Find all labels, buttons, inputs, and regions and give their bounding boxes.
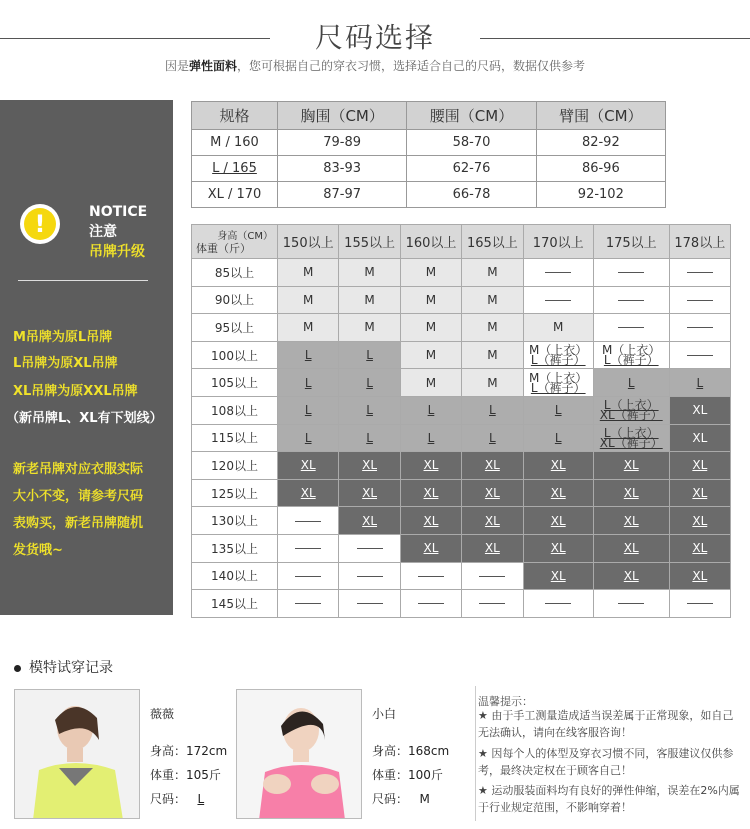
- model-photo-2: [236, 689, 362, 819]
- subtitle-post: ，您可根据自己的穿衣习惯，选择适合自己的尺码，数据仅供参考: [237, 59, 586, 73]
- dash-mark: [295, 548, 321, 549]
- weight-label: 135以上: [192, 534, 278, 562]
- table-row: [192, 130, 666, 156]
- weight-label: 95以上: [192, 314, 278, 342]
- tip-3: ★ 运动服装面料均有良好的弹性伸缩，误差在2%内属于行业规定范围，不影响穿着！: [478, 784, 740, 814]
- dash-mark: [295, 521, 321, 522]
- model-photo-1: [14, 689, 140, 819]
- table-row: [192, 507, 731, 535]
- fit-cell: XL: [278, 479, 339, 507]
- fit-corner-cell: [192, 225, 278, 259]
- split-top: M（上衣）: [529, 343, 588, 358]
- subtitle-pre: 因是: [164, 59, 189, 73]
- weight-label: 85以上: [192, 259, 278, 287]
- fit-cell-empty: [669, 259, 730, 287]
- weight-label: 90以上: [192, 286, 278, 314]
- model-1-name: 薇薇: [150, 707, 175, 721]
- fit-cell: L: [339, 341, 400, 369]
- fit-cell: XL: [523, 479, 593, 507]
- dash-mark: [618, 300, 644, 301]
- weight-label: 130以上: [192, 507, 278, 535]
- height-header: 175以上: [593, 225, 669, 259]
- dash-mark: [687, 272, 713, 273]
- fit-cell: XL: [593, 479, 669, 507]
- warning-icon: !: [24, 208, 56, 240]
- size-table-header: [192, 102, 666, 130]
- table-row: [192, 424, 731, 452]
- size-header-arm: 臂围（CM）: [536, 102, 665, 130]
- size-arm: 86-96: [536, 156, 665, 182]
- dash-mark: [687, 603, 713, 604]
- dash-mark: [418, 576, 444, 577]
- fit-cell: L: [278, 341, 339, 369]
- fit-cell: M: [339, 259, 400, 287]
- dash-mark: [295, 603, 321, 604]
- height-header: 170以上: [523, 225, 593, 259]
- corner-weight-label: 体重（斤）: [196, 242, 251, 255]
- fit-cell-empty: [593, 286, 669, 314]
- fit-cell-empty: [278, 507, 339, 535]
- fit-cell-split: [523, 341, 593, 369]
- fit-cell: XL: [669, 424, 730, 452]
- fit-cell: L: [462, 396, 523, 424]
- weight-label: 140以上: [192, 562, 278, 590]
- table-row: [192, 534, 731, 562]
- fit-cell: XL: [523, 534, 593, 562]
- model-1-size-value: L: [197, 792, 205, 806]
- notice-upgrade: 吊牌升级: [89, 244, 145, 260]
- weight-label: 125以上: [192, 479, 278, 507]
- corner-height-label: 身高（CM）: [217, 231, 273, 242]
- table-row: [192, 156, 666, 182]
- fit-cell-empty: [593, 314, 669, 342]
- model-2-size-label: 尺码：: [372, 792, 409, 806]
- page-title: 尺码选择: [314, 21, 435, 54]
- fit-cell: XL: [462, 507, 523, 535]
- weight-label: 100以上: [192, 341, 278, 369]
- dash-mark: [687, 355, 713, 356]
- fit-cell: XL: [669, 479, 730, 507]
- size-chest: 79-89: [278, 130, 407, 156]
- notice-line-4: （新吊牌L、XL有下划线）: [6, 411, 163, 426]
- fit-cell: XL: [669, 396, 730, 424]
- dash-mark: [479, 603, 505, 604]
- dash-mark: [357, 576, 383, 577]
- dash-mark: [295, 576, 321, 577]
- size-spec: M / 160: [192, 130, 278, 156]
- table-row: [192, 369, 731, 397]
- tip-2: ★ 因每个人的体型及穿衣习惯不同，客服建议仅供参考，最终决定权在于顾客自己！: [478, 747, 734, 777]
- fit-cell: XL: [669, 452, 730, 480]
- size-waist: 66-78: [407, 182, 536, 208]
- height-header: 178以上: [669, 225, 730, 259]
- notice-line-8: 发货哦~: [13, 543, 63, 558]
- fit-cell: L: [462, 424, 523, 452]
- fit-cell-empty: [669, 314, 730, 342]
- fit-cell: L: [339, 396, 400, 424]
- fit-cell: M: [339, 286, 400, 314]
- fit-cell: M: [400, 341, 461, 369]
- subtitle-bold: 弹性面料: [188, 59, 237, 73]
- fit-cell-empty: [669, 286, 730, 314]
- fit-cell: XL: [278, 452, 339, 480]
- fit-cell: M: [339, 314, 400, 342]
- fit-cell: XL: [593, 452, 669, 480]
- size-spec: L / 165: [192, 156, 278, 182]
- table-row: [192, 182, 666, 208]
- fit-cell: L: [523, 396, 593, 424]
- split-bottom: L（裤子）: [530, 353, 586, 368]
- fit-cell: M: [462, 259, 523, 287]
- model-2-figure-icon: [237, 690, 362, 819]
- fit-cell-split: [593, 396, 669, 424]
- fit-cell: L: [669, 369, 730, 397]
- fit-cell: XL: [339, 452, 400, 480]
- notice-divider: [18, 280, 148, 281]
- fit-cell-empty: [278, 562, 339, 590]
- table-row: [192, 396, 731, 424]
- fit-cell: M: [400, 259, 461, 287]
- split-bottom: XL（裤子）: [599, 435, 663, 450]
- model-2-height: 身高：168cm: [372, 744, 450, 758]
- fit-cell: XL: [400, 479, 461, 507]
- fit-cell: XL: [593, 507, 669, 535]
- weight-label: 105以上: [192, 369, 278, 397]
- fit-cell: XL: [462, 452, 523, 480]
- table-row: [192, 314, 731, 342]
- header-divider-left: [0, 38, 270, 39]
- model-2-size: [372, 790, 430, 807]
- fit-cell-empty: [523, 259, 593, 287]
- fit-cell: L: [278, 424, 339, 452]
- size-spec: XL / 170: [192, 182, 278, 208]
- fit-cell: XL: [593, 562, 669, 590]
- model-section-label: 模特试穿记录: [29, 660, 113, 676]
- split-bottom: XL（裤子）: [599, 408, 663, 423]
- fit-cell-empty: [339, 534, 400, 562]
- fit-cell: M: [400, 314, 461, 342]
- bullet-dot-icon: [14, 665, 21, 672]
- size-arm: 92-102: [536, 182, 665, 208]
- fit-cell: XL: [523, 507, 593, 535]
- table-row: [192, 286, 731, 314]
- dash-mark: [687, 327, 713, 328]
- size-header-waist: 腰围（CM）: [407, 102, 536, 130]
- fit-cell-empty: [339, 590, 400, 618]
- fit-cell: XL: [400, 534, 461, 562]
- fit-cell-empty: [523, 590, 593, 618]
- weight-label: 108以上: [192, 396, 278, 424]
- dash-mark: [545, 300, 571, 301]
- fit-cell-empty: [669, 341, 730, 369]
- size-measurement-table: [191, 101, 666, 208]
- model-section-title: [14, 657, 113, 677]
- fit-cell: XL: [593, 534, 669, 562]
- fit-cell: M: [462, 286, 523, 314]
- fit-cell-empty: [462, 562, 523, 590]
- split-bottom: L（裤子）: [603, 353, 659, 368]
- fit-cell: L: [278, 396, 339, 424]
- fit-cell: XL: [462, 479, 523, 507]
- table-row: [192, 341, 731, 369]
- fit-cell: XL: [523, 452, 593, 480]
- dash-mark: [479, 576, 505, 577]
- dash-mark: [357, 548, 383, 549]
- height-header: 155以上: [339, 225, 400, 259]
- tips-title: 温馨提示：: [478, 695, 533, 708]
- split-bottom: L（裤子）: [530, 380, 586, 395]
- notice-line-7: 表购买，新老吊牌随机: [13, 516, 144, 531]
- fit-cell: XL: [339, 479, 400, 507]
- notice-line-1: M吊牌为原L吊牌: [13, 330, 113, 345]
- fit-cell: M: [400, 286, 461, 314]
- weight-label: 145以上: [192, 590, 278, 618]
- split-top: L（上衣）: [603, 398, 659, 413]
- fit-cell: M: [462, 341, 523, 369]
- fit-cell: L: [339, 369, 400, 397]
- fit-cell: XL: [400, 507, 461, 535]
- fit-cell: XL: [400, 452, 461, 480]
- size-waist: 62-76: [407, 156, 536, 182]
- fit-cell-empty: [339, 562, 400, 590]
- size-header-chest: 胸围（CM）: [278, 102, 407, 130]
- table-row: [192, 479, 731, 507]
- notice-line-6: 大小不变，请参考尺码: [13, 489, 144, 504]
- height-header: 160以上: [400, 225, 461, 259]
- table-row: [192, 590, 731, 618]
- model-1-size: [150, 790, 204, 807]
- fit-cell: M: [278, 314, 339, 342]
- fit-cell: XL: [339, 507, 400, 535]
- model-1-weight: 体重：105斤: [150, 768, 221, 782]
- fit-cell: L: [593, 369, 669, 397]
- fit-cell-empty: [593, 259, 669, 287]
- notice-sidebar: [0, 100, 173, 615]
- fit-cell-empty: [278, 534, 339, 562]
- fit-cell-split: [593, 341, 669, 369]
- size-chest: 83-93: [278, 156, 407, 182]
- fit-cell-empty: [462, 590, 523, 618]
- notice-line-5: 新老吊牌对应衣服实际: [13, 462, 144, 477]
- fit-cell: M: [400, 369, 461, 397]
- fit-cell: XL: [462, 534, 523, 562]
- dash-mark: [618, 603, 644, 604]
- fit-cell-split: [593, 424, 669, 452]
- notice-title: NOTICE: [89, 204, 148, 220]
- table-row: [192, 562, 731, 590]
- size-header-spec: 规格: [192, 102, 278, 130]
- weight-label: 115以上: [192, 424, 278, 452]
- dash-mark: [618, 272, 644, 273]
- fit-cell-empty: [400, 562, 461, 590]
- fit-cell-empty: [669, 590, 730, 618]
- header-divider-right: [480, 38, 750, 39]
- dash-mark: [545, 272, 571, 273]
- notice-note: 注意: [89, 224, 117, 240]
- fit-cell: XL: [669, 562, 730, 590]
- table-row: [192, 452, 731, 480]
- split-top: M（上衣）: [602, 343, 661, 358]
- weight-label: 120以上: [192, 452, 278, 480]
- model-2-size-value: M: [419, 792, 430, 806]
- fit-cell-empty: [523, 286, 593, 314]
- dash-mark: [545, 603, 571, 604]
- model-2-weight: 体重：100斤: [372, 768, 443, 782]
- split-top: L（上衣）: [603, 425, 659, 440]
- dash-mark: [418, 603, 444, 604]
- dash-mark: [687, 300, 713, 301]
- fit-cell: M: [462, 369, 523, 397]
- fit-cell: XL: [669, 534, 730, 562]
- fit-cell: L: [278, 369, 339, 397]
- height-header: 150以上: [278, 225, 339, 259]
- size-waist: 58-70: [407, 130, 536, 156]
- model-1-height: 身高：172cm: [150, 744, 228, 758]
- model-1-size-label: 尺码：: [150, 792, 187, 806]
- height-weight-fit-table: [191, 224, 731, 618]
- fit-cell-split: [523, 369, 593, 397]
- fit-cell-empty: [593, 590, 669, 618]
- notice-line-3: XL吊牌为原XXL吊牌: [13, 384, 138, 399]
- model-1-figure-icon: [15, 690, 140, 819]
- dash-mark: [357, 603, 383, 604]
- notice-line-2: L吊牌为原XL吊牌: [13, 356, 118, 371]
- fit-cell: M: [462, 314, 523, 342]
- dash-mark: [618, 327, 644, 328]
- fit-cell: XL: [669, 507, 730, 535]
- page-header: [0, 0, 750, 100]
- fit-cell: M: [278, 286, 339, 314]
- size-arm: 82-92: [536, 130, 665, 156]
- fit-cell: L: [523, 424, 593, 452]
- fit-cell-empty: [278, 590, 339, 618]
- fit-cell: M: [523, 314, 593, 342]
- size-chest: 87-97: [278, 182, 407, 208]
- tip-1: ★ 由于手工测量造成适当误差属于正常现象，如自己无法确认，请向在线客服咨询！: [478, 709, 734, 739]
- table-row: [192, 259, 731, 287]
- fit-table-header: [192, 225, 731, 259]
- fit-cell: L: [400, 424, 461, 452]
- page-subtitle: [0, 57, 750, 74]
- fit-cell: M: [278, 259, 339, 287]
- fit-cell: L: [400, 396, 461, 424]
- fit-cell: XL: [523, 562, 593, 590]
- height-header: 165以上: [462, 225, 523, 259]
- model-2-name: 小白: [372, 707, 397, 721]
- fit-cell-empty: [400, 590, 461, 618]
- split-top: M（上衣）: [529, 370, 588, 385]
- fit-cell: L: [339, 424, 400, 452]
